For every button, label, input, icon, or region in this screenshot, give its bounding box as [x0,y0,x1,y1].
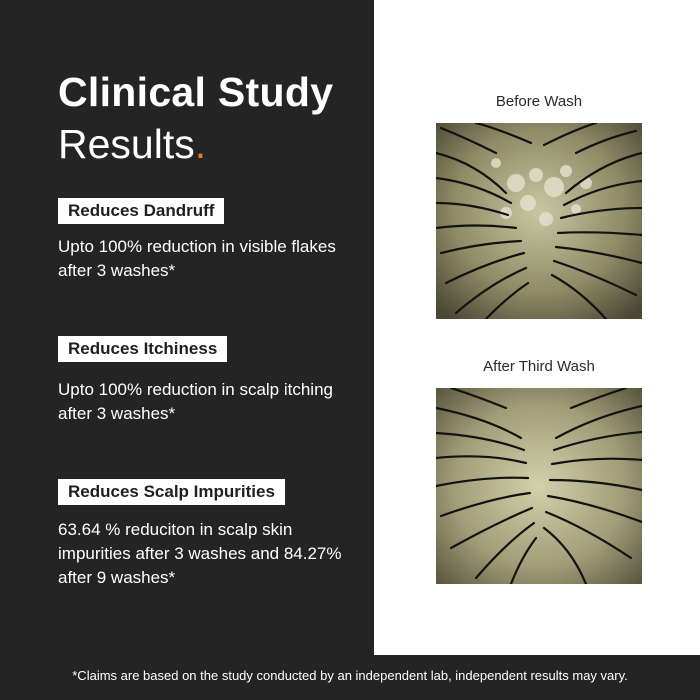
results-panel [0,0,374,655]
result-description-itchiness: Upto 100% reduction in scalp itching after 3 washes* [58,380,333,423]
result-description-impurities: 63.64 % reduciton in scalp skin impurities after 3 washes and 84.27% after 9 washes* [58,520,342,587]
result-heading-itchiness: Reduces Itchiness [58,336,227,362]
disclaimer-bar [0,655,700,700]
title-accent-dot: . [194,121,207,167]
page-title-line1: Clinical Study [58,69,334,115]
before-wash-photo [436,123,642,319]
page-title-word: Results [58,121,195,167]
before-wash-label: Before Wash [495,93,583,110]
page-title-line2 [58,118,206,170]
before-scalp-image [436,123,642,319]
after-wash-label: After Third Wash [483,358,595,375]
result-heading-impurities: Reduces Scalp Impurities [58,479,285,505]
result-description-dandruff: Upto 100% reduction in visible flakes after 3 washes* [58,237,336,280]
disclaimer-text: *Claims are based on the study conducted by an independent lab, independent results may vary. [72,668,628,683]
after-scalp-image [436,388,642,584]
result-heading-dandruff: Reduces Dandruff [58,198,224,224]
after-wash-photo [436,388,642,584]
